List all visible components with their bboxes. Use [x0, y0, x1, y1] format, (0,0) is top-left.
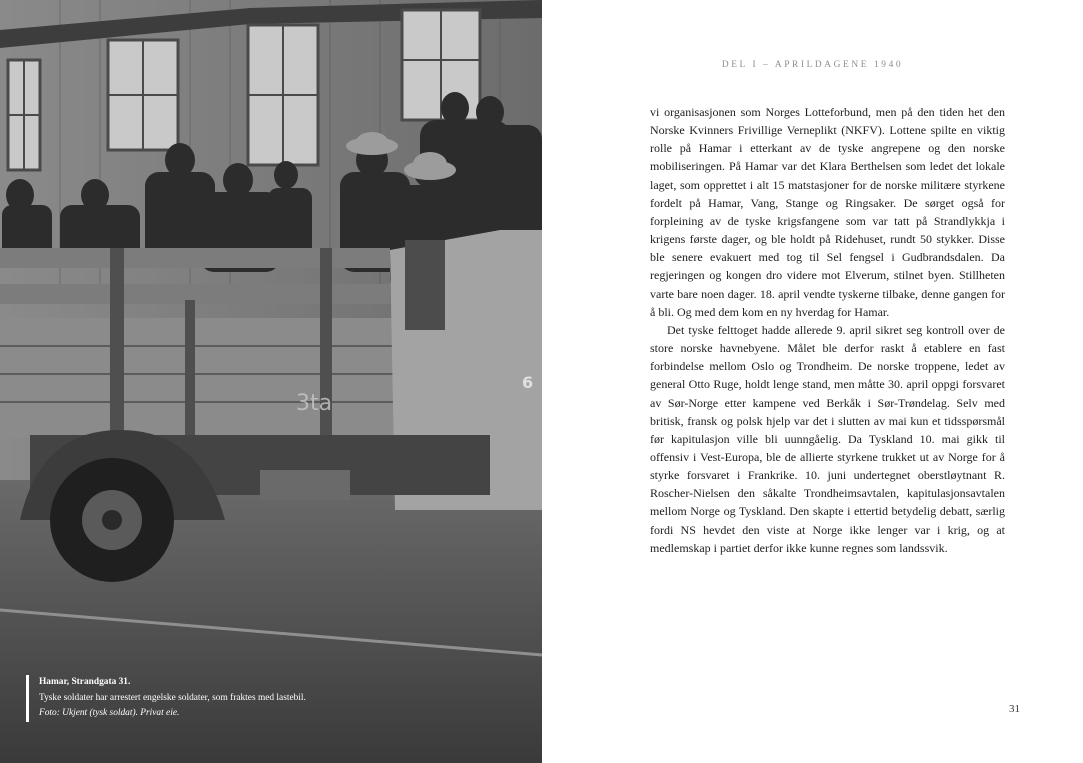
truck-side-number: 6: [522, 373, 534, 392]
paragraph: vi organisasjonen som Norges Lotteforbund, men på den tiden het den Norske Kvinners Frivillige Verneplikt (NKFV). Lottene spilte en viktig rolle på Hamar i etterkant av de tyske angrepene og den norske mobiliseringen. På Hamar var det Klara Berthelsen som ledet det lokale laget, som opprettet i alt 15 matstasjoner for de norske militære styrkene fordelt på Hamar, Vang, Stange og Ringsaker. De sørget også for forpleining av de tyske krigsfangene som var tatt på Strandlykkja i krigens første dager, og ble holdt på Ridehuset, rundt 50 stykker. Disse ble senere evakuert med tog til Sel fengsel i Gudbrandsdalen. Da regjeringen og kongen dro videre mot Elverum, stilnet byen. Stillheten varte bare noen dager. 18. april vendte tyskerne tilbake, denne gangen for å bli. Og med dem kom en ny hverdag for Hamar.: [650, 105, 1005, 319]
caption-description: Tyske soldater har arrestert engelske soldater, som fraktes med lastebil.: [39, 692, 306, 703]
photo-caption: [26, 675, 539, 722]
caption-credit: Foto: Ukjent (tysk soldat). Privat eie.: [39, 708, 180, 719]
text-page: [542, 0, 1083, 763]
page-number: 31: [1009, 703, 1020, 715]
running-head: DEL I – APRILDAGENE 1940: [721, 60, 904, 70]
truck-marking: 3ta: [296, 391, 333, 416]
paragraph: Det tyske felttoget hadde allerede 9. april sikret seg kontroll over de store norske havnebyene. Målet ble derfor raskt å etablere en fast forbindelse mellom Oslo og Trondheim. De norske troppene, ledet av general Otto Ruge, holdt lenge stand, men måtte 30. april oppgi forsvaret av Sør-Norge etter kampene ved Berkåk i Sør-Trøndelag. Selv med britisk, fransk og polsk hjelp var det i slutten av mai kun et tidsspørsmål før kapitulasjon ville bli uunngåelig. Da Tyskland 10. mai gikk til offensiv i Vest-Europa, ble de allierte styrkene trukket ut av Norge for å styrke forsvaret i Frankrike. 10. juni undertegnet oberstløytnant R. Roscher-Nielsen den såkalte Trondheimsavtalen, kapitulasjonsavtalen mellom Norge og Tyskland. Den skapte i ettertid betydelig debatt, særlig fordi NS hevdet den viste at Norge ikke lenger var i krig, og at medlemskap i partiet derfor ikke kunne regnes som landssvik.: [650, 322, 1005, 555]
body-text: [650, 103, 1005, 557]
caption-title: Hamar, Strandgata 31.: [39, 677, 131, 687]
